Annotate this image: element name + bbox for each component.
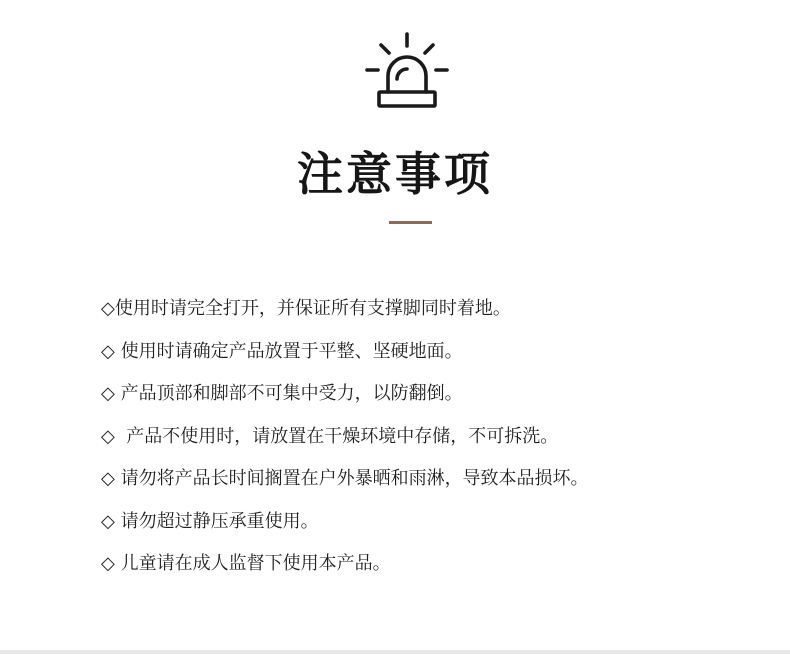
list-item: ◇ 产品顶部和脚部不可集中受力，以防翻倒。 bbox=[101, 383, 463, 404]
list-item: ◇ 使用时请确定产品放置于平整、坚硬地面。 bbox=[101, 340, 463, 362]
list-item: ◇ 请勿超过静压承重使用。 bbox=[101, 510, 319, 532]
list-item: ◇使用时请完全打开，并保证所有支撑脚同时着地。 bbox=[101, 298, 511, 319]
list-item: ◇ 儿童请在成人监督下使用本产品。 bbox=[101, 553, 391, 574]
page-title: 注意事项 bbox=[297, 147, 493, 201]
title-divider bbox=[389, 221, 432, 224]
alarm-siren-icon bbox=[362, 30, 452, 112]
list-item: ◇ 产品不使用时，请放置在干燥环境中存储，不可拆洗。 bbox=[101, 425, 559, 447]
list-item: ◇ 请勿将产品长时间搁置在户外暴晒和雨淋，导致本品损坏。 bbox=[101, 468, 589, 489]
bottom-separator bbox=[0, 650, 790, 654]
notes-list bbox=[101, 288, 781, 586]
